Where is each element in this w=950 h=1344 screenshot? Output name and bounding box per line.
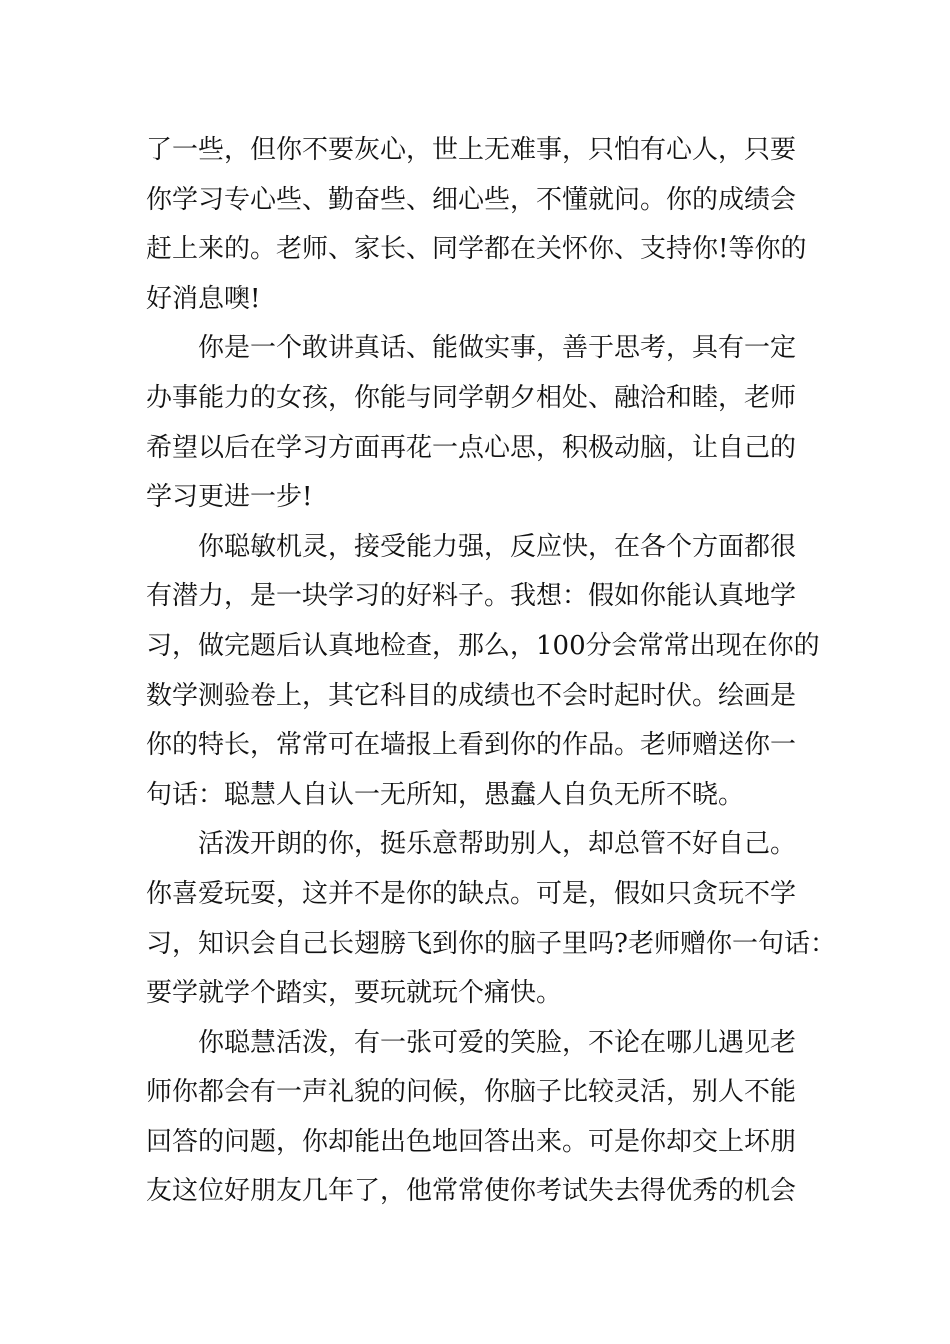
text-line: 希望以后在学习方面再花一点心思，积极动脑，让自己的 [146, 432, 797, 463]
text-line: 了一些，但你不要灰心，世上无难事，只怕有心人，只要 [146, 135, 797, 165]
text-line: 学习更进一步! [146, 482, 313, 513]
text-line: 活泼开朗的你，挺乐意帮助别人，却总管不好自己。 [198, 829, 797, 860]
text-line: 你聪敏机灵，接受能力强，反应快，在各个方面都很 [198, 531, 797, 562]
text-line: 你喜爱玩耍，这并不是你的缺点。可是，假如只贪玩不学 [146, 878, 797, 909]
text-line: 你聪慧活泼，有一张可爱的笑脸，不论在哪儿遇见老 [198, 1027, 797, 1058]
text-line: 你的特长，常常可在墙报上看到你的作品。老师赠送你一 [146, 730, 797, 761]
text-line: 师你都会有一声礼貌的问候，你脑子比较灵活，别人不能 [146, 1077, 797, 1108]
text-line: 你是一个敢讲真话、能做实事，善于思考，具有一定 [198, 333, 797, 364]
text-line: 要学就学个踏实，要玩就玩个痛快。 [146, 978, 563, 1009]
text-line: 有潜力，是一块学习的好料子。我想：假如你能认真地学 [146, 581, 797, 612]
text-line: 句话：聪慧人自认一无所知，愚蠢人自负无所不晓。 [146, 779, 745, 810]
document-body [146, 126, 836, 1217]
text-line: 你学习专心些、勤奋些、细心些，不懂就问。你的成绩会 [146, 184, 797, 215]
text-line: 习，知识会自己长翅膀飞到你的脑子里吗?老师赠你一句话： [146, 928, 836, 959]
text-line: 数学测验卷上，其它科目的成绩也不会时起时伏。绘画是 [146, 680, 797, 711]
text-line: 好消息噢! [146, 283, 261, 314]
text-line: 友这位好朋友几年了，他常常使你考试失去得优秀的机会 [146, 1176, 797, 1207]
text-line: 习，做完题后认真地检查，那么，100分会常常出现在你的 [146, 630, 820, 661]
text-line: 赶上来的。老师、家长、同学都在关怀你、支持你!等你的 [146, 234, 807, 265]
text-line: 回答的问题，你却能出色地回答出来。可是你却交上坏朋 [146, 1126, 797, 1157]
text-line: 办事能力的女孩，你能与同学朝夕相处、融洽和睦，老师 [146, 382, 797, 413]
